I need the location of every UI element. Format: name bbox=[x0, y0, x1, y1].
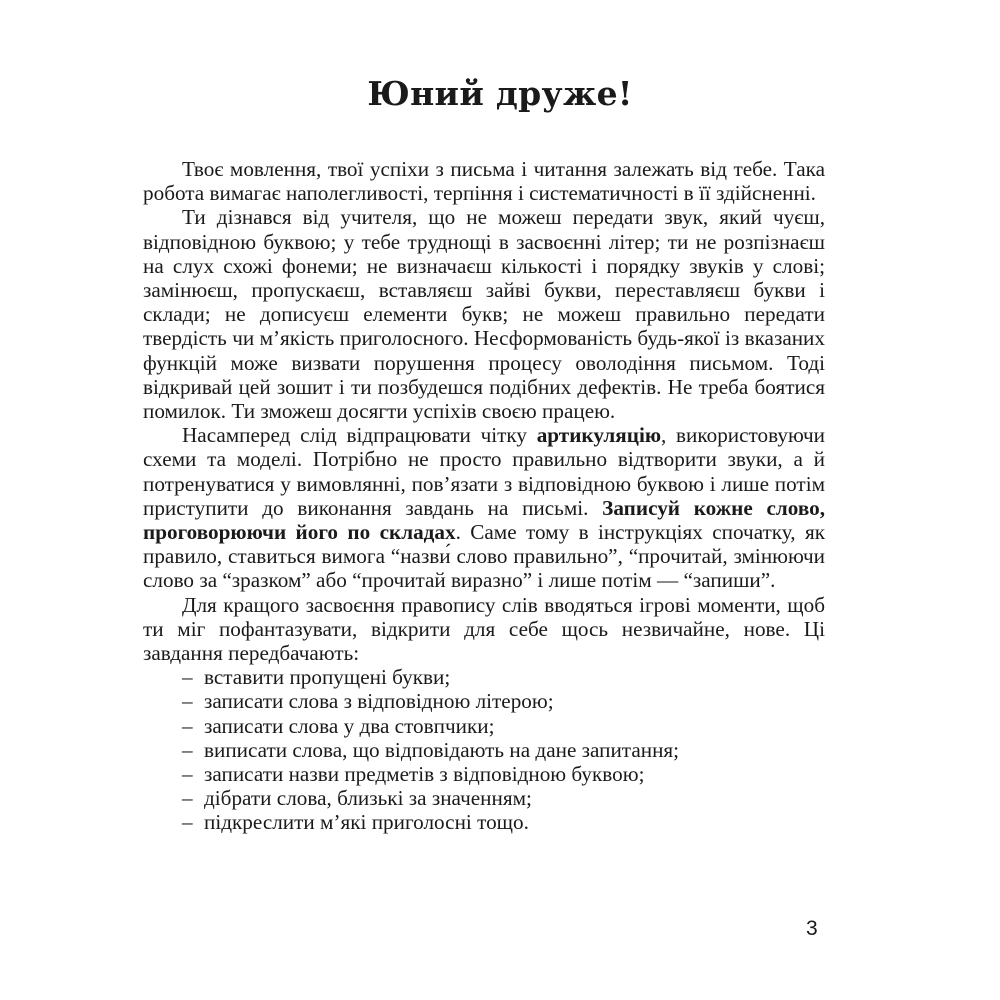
body-text bbox=[143, 157, 825, 835]
list-dash: – bbox=[182, 665, 193, 690]
list-item bbox=[182, 810, 825, 834]
paragraph-2: Ти дізнався від учителя, що не можеш передати звук, який чуєш, відповідною буквою; у тебе труднощі в засвоєнні літер; ти не розпізнаєш на слух схожі фонеми; не визначаєш кількості і порядку звуків у слові; замінюєш, пропускаєш, вставляєш зайві букви, переставляєш букви і склади; не дописуєш елементи букв; не можеш правильно передати твердість чи м’якість приголосного. Несформованість будь-якої із вказаних функцій може визвати порушення процесу оволодіння письмом. Тоді відкривай цей зошит і ти позбудешся подібних дефектів. Не треба боятися помилок. Ти зможеш досягти успіхів своєю працею. bbox=[143, 205, 825, 424]
list-item-text: записати назви предметів з відповідною буквою; bbox=[204, 762, 645, 787]
task-list bbox=[143, 665, 825, 834]
list-item bbox=[182, 738, 825, 762]
list-item bbox=[182, 714, 825, 738]
list-dash: – bbox=[182, 762, 193, 787]
list-item-text: дібрати слова, близькі за значенням; bbox=[204, 786, 532, 811]
paragraph-4: Для кращого засвоєння правопису слів вводяться ігрові моменти, щоб ти міг пофантазувати, відкрити для себе щось незвичайне, нове. Ці завдання передбачають: bbox=[143, 592, 825, 666]
paragraph-3-text-b: , використовуючи схеми та моделі. Потрібно не просто правильно відтворити звуки, а й потренуватися у вимовлянні, пов’язати з відповідною буквою і лише потім приступити до виконання завдань на письмі. bbox=[143, 423, 826, 520]
list-item bbox=[182, 689, 825, 713]
list-dash: – bbox=[182, 689, 193, 714]
list-dash: – bbox=[182, 810, 193, 835]
paragraph-1: Твоє мовлення, твої успіхи з письма і читання залежать від тебе. Така робота вимагає наполегливості, терпіння і систематичності в її здійсненні. bbox=[143, 157, 825, 206]
list-dash: – bbox=[182, 786, 193, 811]
list-item-text: записати слова з відповідною літерою; bbox=[204, 689, 554, 714]
list-dash: – bbox=[182, 713, 193, 738]
list-item-text: записати слова у два стовпчики; bbox=[204, 713, 495, 738]
list-item-text: підкреслити м’які приголосні тощо. bbox=[204, 810, 529, 835]
list-item bbox=[182, 762, 825, 786]
page-number: 3 bbox=[806, 917, 818, 940]
page-title: Юний друже! bbox=[367, 74, 633, 113]
paragraph-3-text-c: . Саме тому в інструкціях спочатку, як правило, ставиться вимога “назви́ слово правильно”, “прочитай, змінюючи слово за “зразком” або “прочитай виразно” і лише потім — “запиши”. bbox=[143, 520, 825, 593]
list-item bbox=[182, 786, 825, 810]
list-item-text: вставити пропущені букви; bbox=[204, 665, 451, 690]
emphasis-articulation: артикуляцію bbox=[536, 423, 662, 448]
emphasis-syllables: Записуй кожне слово, проговорюючи його по складах bbox=[143, 495, 826, 545]
list-item-text: виписати слова, що відповідають на дане запитання; bbox=[204, 737, 680, 762]
paragraph-3 bbox=[143, 423, 825, 592]
paragraph-3-text-a: Насамперед слід відпрацювати чітку bbox=[182, 423, 537, 448]
list-item bbox=[182, 665, 825, 689]
list-dash: – bbox=[182, 737, 193, 762]
